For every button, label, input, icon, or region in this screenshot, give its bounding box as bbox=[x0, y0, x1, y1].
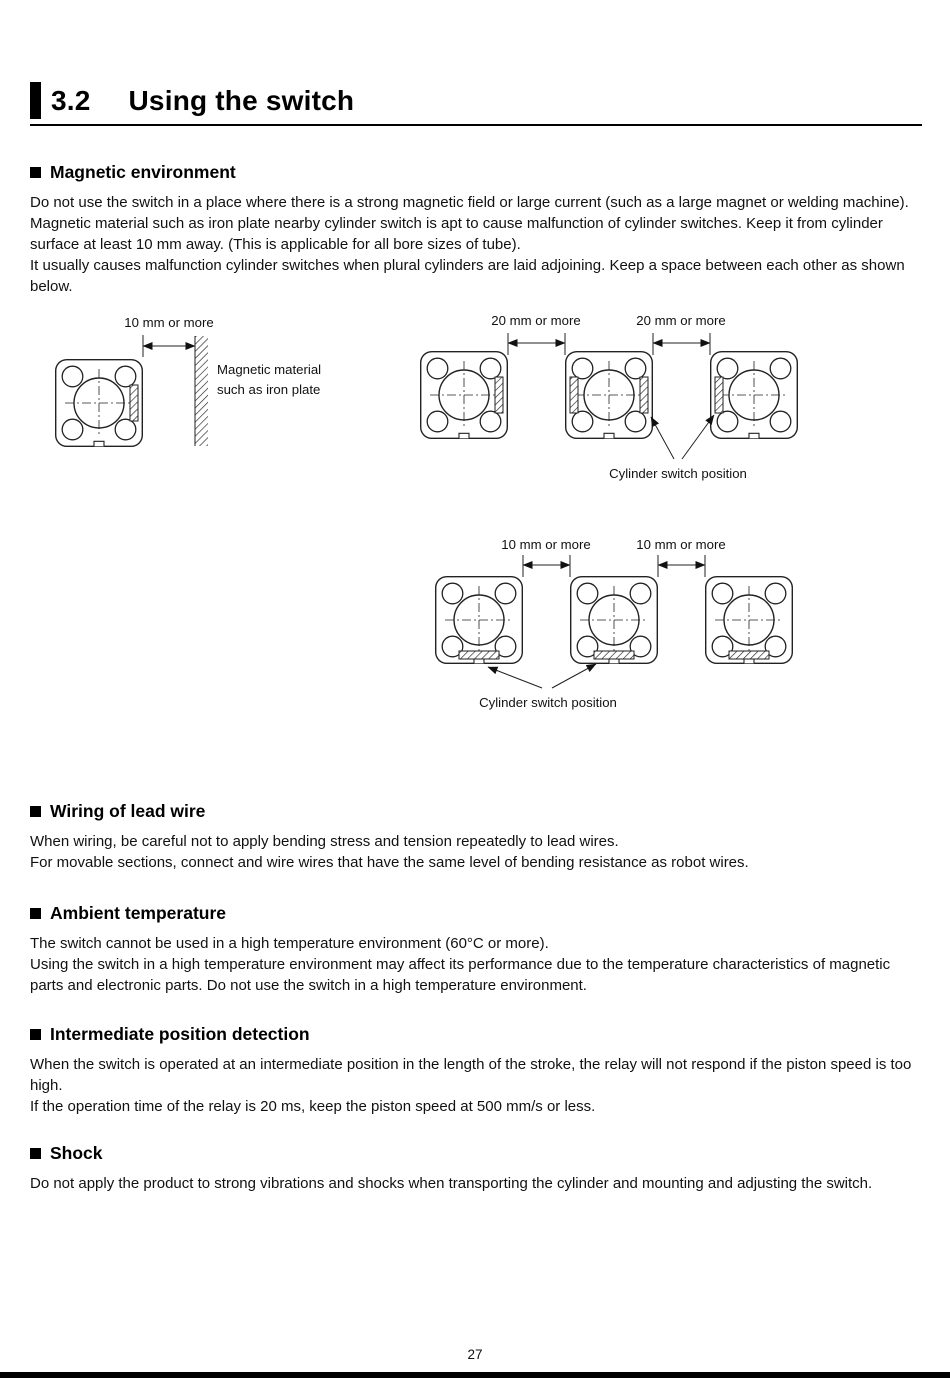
cylinder-profile bbox=[436, 577, 523, 664]
switch-groove-hatch bbox=[459, 651, 499, 659]
switch-groove-hatch bbox=[715, 377, 723, 413]
cylinder-profile bbox=[566, 352, 653, 439]
body-paragraph: Using the switch in a high temperature environment may affect its performance due to the temperature characteristics of magnetic parts and electronic parts. Do not use the switch in a high temperature environment. bbox=[30, 956, 891, 994]
body-paragraph: For movable sections, connect and wire wires that have the same level of bending resistance as robot wires. bbox=[30, 854, 749, 871]
diagram-cylinder-near-iron-plate bbox=[56, 315, 321, 446]
body-paragraph: Do not apply the product to strong vibrations and shocks when transporting the cylinder and mounting and adjusting the switch. bbox=[30, 1175, 873, 1192]
heading-wiring-of-lead-wire bbox=[30, 801, 922, 822]
switch-groove-hatch bbox=[640, 377, 648, 413]
caption-pointer-arrows bbox=[488, 664, 596, 688]
dim-label-10mm: 10 mm or more bbox=[124, 315, 214, 330]
dim-label-10mm-left: 10 mm or more bbox=[501, 537, 591, 552]
dim-label-20mm-left: 20 mm or more bbox=[491, 313, 581, 328]
square-bullet-icon bbox=[30, 908, 41, 919]
cylinder-profile bbox=[571, 577, 658, 664]
body-paragraph: It usually causes malfunction cylinder switches when plural cylinders are laid adjoining. Keep a space between each other as shown below. bbox=[30, 257, 905, 295]
switch-groove-hatch bbox=[594, 651, 634, 659]
caption-pointer-arrows bbox=[651, 415, 714, 459]
square-bullet-icon bbox=[30, 806, 41, 817]
body-paragraph: When the switch is operated at an intermediate position in the length of the stroke, the relay will not respond if the piston speed is too high. bbox=[30, 1056, 912, 1094]
diagram-adjoining-cylinders-bottom bbox=[436, 537, 793, 710]
switch-groove-hatch bbox=[495, 377, 503, 413]
square-bullet-icon bbox=[30, 167, 41, 178]
dim-label-20mm-right: 20 mm or more bbox=[636, 313, 726, 328]
heading-intermediate-position-detection bbox=[30, 1024, 922, 1045]
heading-label: Intermediate position detection bbox=[50, 1024, 310, 1044]
cylinder-profile bbox=[706, 577, 793, 664]
dim-label-10mm-right: 10 mm or more bbox=[636, 537, 726, 552]
square-bullet-icon bbox=[30, 1029, 41, 1040]
square-bullet-icon bbox=[30, 1148, 41, 1159]
section-magnetic-environment bbox=[30, 162, 922, 297]
heading-label: Ambient temperature bbox=[50, 903, 227, 923]
material-label-line1: Magnetic material bbox=[217, 362, 322, 377]
caption-cylinder-switch-position: Cylinder switch position bbox=[609, 466, 747, 481]
page-title-row bbox=[30, 0, 922, 119]
section-shock bbox=[30, 1143, 922, 1194]
heading-label: Wiring of lead wire bbox=[50, 801, 206, 821]
title-accent-bar bbox=[30, 82, 41, 119]
dimension-arrow-20mm-left bbox=[508, 333, 565, 355]
page-title bbox=[46, 82, 354, 119]
diagram-adjoining-cylinders-side bbox=[421, 313, 798, 481]
dimension-arrow-10mm bbox=[143, 335, 195, 357]
section-name: Using the switch bbox=[128, 85, 355, 116]
footer-bar bbox=[0, 1372, 950, 1378]
dimension-arrow-10mm-right bbox=[658, 555, 705, 577]
body-paragraph: When wiring, be careful not to apply bending stress and tension repeatedly to lead wires. bbox=[30, 833, 619, 850]
heading-magnetic-environment bbox=[30, 162, 922, 183]
switch-groove-hatch bbox=[130, 385, 138, 421]
heading-label: Magnetic environment bbox=[50, 162, 236, 182]
body-paragraph: The switch cannot be used in a high temperature environment (60°C or more). bbox=[30, 935, 549, 952]
page-number: 27 bbox=[467, 1347, 483, 1362]
cylinder-profile bbox=[56, 360, 143, 447]
title-underline bbox=[30, 124, 922, 126]
caption-cylinder-switch-position: Cylinder switch position bbox=[479, 695, 617, 710]
dimension-arrow-20mm-right bbox=[653, 333, 710, 355]
body-paragraph: Do not use the switch in a place where there is a strong magnetic field or large current (such as a large magnet or welding machine). bbox=[30, 194, 909, 211]
switch-groove-hatch bbox=[729, 651, 769, 659]
dimension-arrow-10mm-left bbox=[523, 555, 570, 577]
material-label-line2: such as iron plate bbox=[217, 382, 321, 397]
section-wiring-of-lead-wire bbox=[30, 801, 922, 873]
cylinder-spacing-diagram bbox=[30, 311, 918, 721]
body-paragraph: Magnetic material such as iron plate nearby cylinder switch is apt to cause malfunction of cylinder switches. Keep it from cylinder surface at least 10 mm away. (This is applicable for all bore sizes of tube). bbox=[30, 215, 883, 253]
section-ambient-temperature bbox=[30, 903, 922, 996]
section-number: 3.2 bbox=[51, 85, 91, 116]
cylinder-profile bbox=[421, 352, 508, 439]
heading-ambient-temperature bbox=[30, 903, 922, 924]
body-paragraph: If the operation time of the relay is 20 ms, keep the piston speed at 500 mm/s or less. bbox=[30, 1098, 596, 1115]
heading-shock bbox=[30, 1143, 922, 1164]
section-intermediate-position-detection bbox=[30, 1024, 922, 1117]
iron-plate-hatch bbox=[195, 336, 208, 446]
switch-groove-hatch bbox=[570, 377, 578, 413]
cylinder-profile bbox=[711, 352, 798, 439]
heading-label: Shock bbox=[50, 1143, 103, 1163]
